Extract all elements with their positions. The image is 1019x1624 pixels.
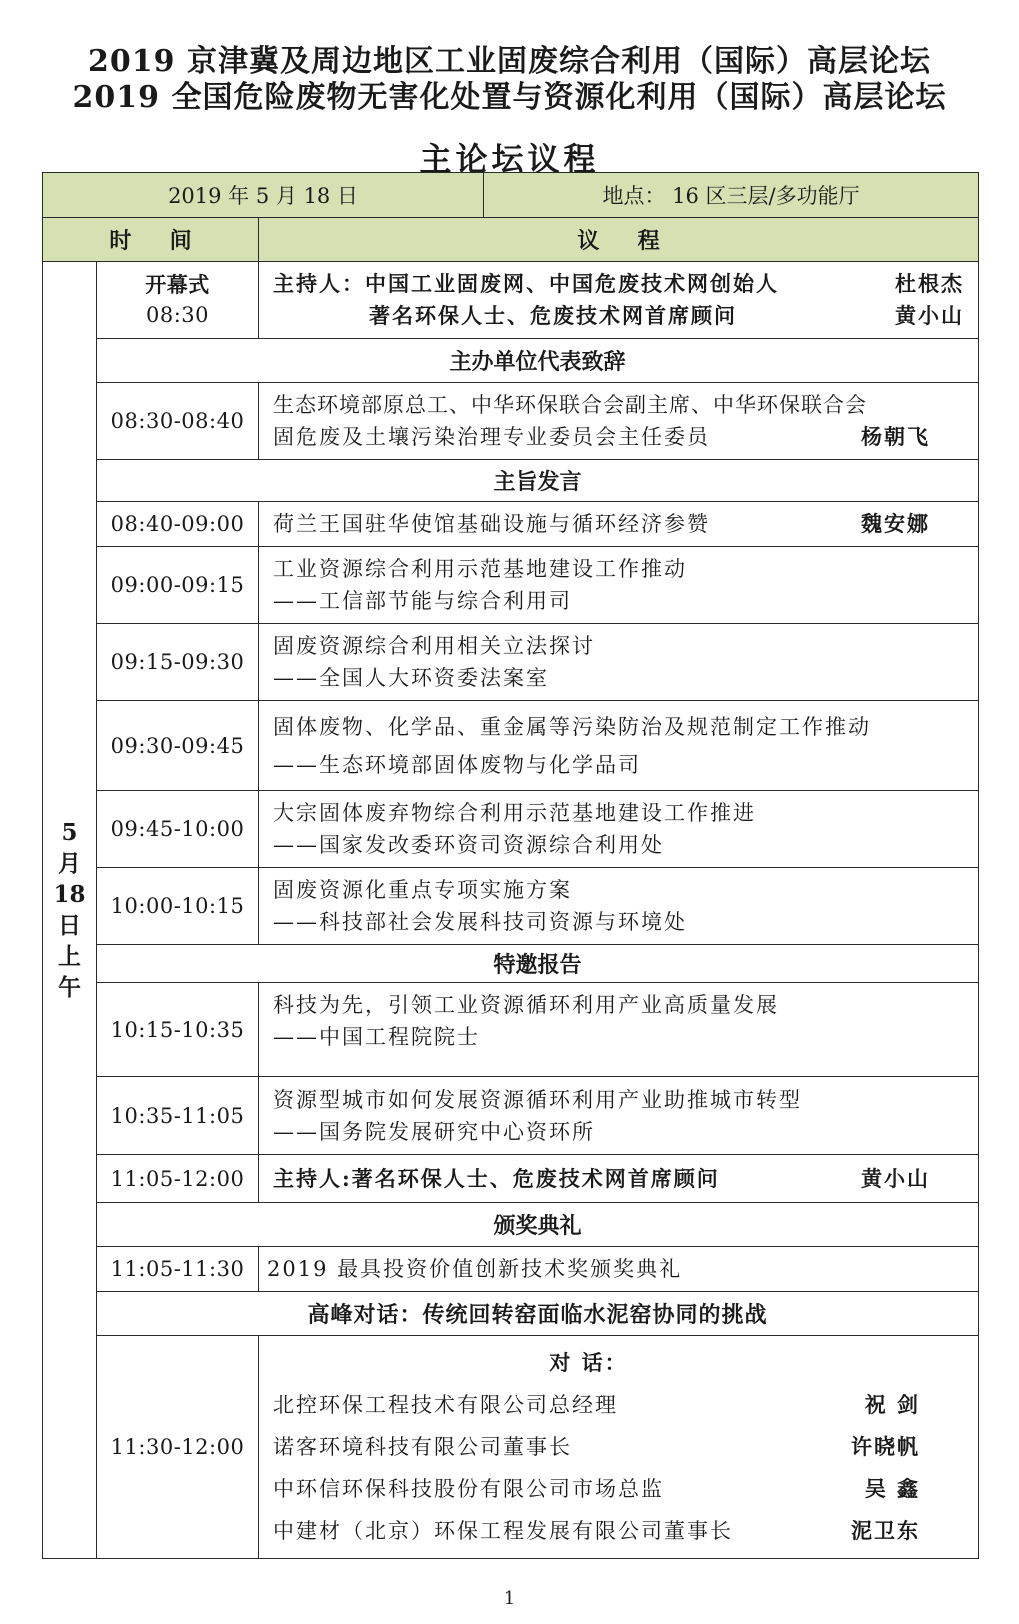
location-cell: 地点： 16 区三层/多功能厅 (484, 173, 979, 218)
person-name: 吴 鑫 (864, 1476, 921, 1501)
person-org: 北控环保工程技术有限公司总经理 (273, 1393, 618, 1417)
agenda-table (42, 172, 979, 1559)
section-host-speech: 主办单位代表致辞 (97, 339, 979, 383)
topic-org-line: ——科技部社会发展科技司资源与环境处 (273, 910, 687, 934)
host-line (273, 1163, 964, 1195)
agenda-cell (259, 1077, 979, 1155)
person-org: 诺客环境科技有限公司董事长 (273, 1435, 572, 1459)
agenda-cell (259, 701, 979, 791)
opening-time-cell (97, 262, 259, 339)
host-1-org: 中国工业固废网、中国危废技术网创始人 (365, 271, 779, 296)
time-cell: 08:40-09:00 (97, 502, 259, 547)
time-cell: 11:05-11:30 (97, 1247, 259, 1292)
opening-row (43, 262, 979, 339)
column-header-time: 时 间 (43, 218, 259, 262)
day-label-char: 5 (61, 819, 78, 846)
agenda-row (43, 1336, 979, 1559)
dialogue-person (273, 1468, 964, 1510)
time-cell: 08:30-08:40 (97, 383, 259, 460)
agenda-cell (259, 383, 979, 460)
agenda-cell (259, 791, 979, 868)
section-invited-report: 特邀报告 (97, 945, 979, 983)
agenda-row (43, 868, 979, 945)
column-header-agenda: 议 程 (259, 218, 979, 262)
topic-line: 荷兰王国驻华使馆基础设施与循环经济参赞 (273, 512, 710, 536)
host-prefix: 主持人： (273, 271, 365, 296)
time-cell: 10:15-10:35 (97, 983, 259, 1077)
topic-line: 固体废物、化学品、重金属等污染防治及规范制定工作推动 (273, 714, 871, 739)
section-dialogue: 高峰对话：传统回转窑面临水泥窑协同的挑战 (97, 1292, 979, 1336)
section-award: 颁奖典礼 (97, 1203, 979, 1247)
speaker-name: 杨朝飞 (861, 424, 931, 449)
agenda-row (43, 624, 979, 701)
opening-hosts (259, 262, 979, 339)
day-label-char: 18 (53, 881, 86, 908)
section-row (43, 1203, 979, 1247)
person-name: 泥卫东 (851, 1518, 921, 1543)
agenda-row (43, 1247, 979, 1292)
host-2 (273, 300, 964, 332)
topic-org-line: ——中国工程院院士 (273, 1025, 480, 1049)
person-name: 祝 剑 (864, 1392, 921, 1417)
time-cell: 09:45-10:00 (97, 791, 259, 868)
time-cell: 10:35-11:05 (97, 1077, 259, 1155)
time-cell: 09:15-09:30 (97, 624, 259, 701)
topic-line: 资源型城市如何发展资源循环利用产业助推城市转型 (273, 1087, 802, 1112)
agenda-cell (259, 547, 979, 624)
dialogue-label: 对 话： (549, 1350, 628, 1375)
time-cell: 11:30-12:00 (97, 1336, 259, 1559)
topic-org-line: ——国家发改委环资司资源综合利用处 (273, 833, 664, 857)
topic-org-line: ——工信部节能与综合利用司 (273, 589, 572, 613)
person-name: 许晓帆 (851, 1434, 921, 1459)
agenda-cell (259, 502, 979, 547)
title-line-2: 2019 全国危险废物无害化处置与资源化利用（国际）高层论坛 (72, 80, 947, 115)
topic-line: 生态环境部原总工、中华环保联合会副主席、中华环保联合会 (273, 393, 867, 417)
agenda-row (43, 383, 979, 460)
document-header (0, 44, 1019, 180)
agenda-row (43, 701, 979, 791)
dialogue-person (273, 1510, 964, 1552)
main-title: 主论坛议程 (419, 140, 600, 178)
person-org: 中建材（北京）环保工程发展有限公司董事长 (273, 1519, 733, 1543)
topic-line-with-speaker (273, 421, 964, 453)
date-cell: 2019 年 5 月 18 日 (43, 173, 484, 218)
topic-line: 工业资源综合利用示范基地建设工作推动 (273, 557, 687, 581)
info-row (43, 173, 979, 218)
section-keynote: 主旨发言 (97, 460, 979, 502)
section-row (43, 1292, 979, 1336)
speaker-name: 魏安娜 (861, 511, 931, 536)
agenda-cell (259, 1336, 979, 1559)
topic-org-line: ——生态环境部固体废物与化学品司 (273, 752, 641, 777)
day-label-char: 上 (58, 943, 81, 970)
agenda-row (43, 1077, 979, 1155)
day-label-char: 日 (58, 912, 81, 939)
topic-line: 固废资源综合利用相关立法探讨 (273, 634, 595, 658)
agenda-cell (259, 868, 979, 945)
topic-org-line: ——全国人大环资委法案室 (273, 666, 549, 690)
topic-line: 固废资源化重点专项实施方案 (273, 878, 572, 902)
agenda-cell: 2019 最具投资价值创新技术奖颁奖典礼 (259, 1247, 979, 1292)
host-2-name: 黄小山 (895, 303, 965, 328)
time-cell: 09:00-09:15 (97, 547, 259, 624)
opening-label: 开幕式 (145, 272, 210, 297)
day-label (43, 262, 97, 1559)
section-row (43, 460, 979, 502)
agenda-row (43, 791, 979, 868)
dialogue-person (273, 1426, 964, 1468)
topic-org-line: ——国务院发展研究中心资环所 (273, 1119, 595, 1144)
host-name: 黄小山 (861, 1165, 931, 1191)
host-2-org: 著名环保人士、危废技术网首席顾问 (369, 303, 737, 328)
time-cell: 09:30-09:45 (97, 701, 259, 791)
section-row (43, 339, 979, 383)
dialogue-person (273, 1384, 964, 1426)
day-label-char: 月 (58, 850, 81, 877)
title-line-1: 2019 京津冀及周边地区工业固废综合利用（国际）高层论坛 (88, 44, 931, 79)
agenda-row (43, 1155, 979, 1203)
agenda-cell (259, 983, 979, 1077)
section-row (43, 945, 979, 983)
person-org: 中环信环保科技股份有限公司市场总监 (273, 1477, 664, 1501)
opening-time: 08:30 (145, 303, 210, 327)
agenda-cell (259, 624, 979, 701)
agenda-row (43, 983, 979, 1077)
host-1-name: 杜根杰 (895, 271, 965, 296)
time-cell: 11:05-12:00 (97, 1155, 259, 1203)
topic-line-with-speaker (273, 508, 964, 540)
topic-line: 固危废及土壤污染治理专业委员会主任委员 (273, 425, 710, 449)
page-number: 1 (503, 1588, 516, 1609)
host-text: 主持人:著名环保人士、危废技术网首席顾问 (273, 1165, 720, 1191)
header-row (43, 218, 979, 262)
time-cell: 10:00-10:15 (97, 868, 259, 945)
agenda-row (43, 502, 979, 547)
agenda-row (43, 547, 979, 624)
day-label-char: 午 (58, 974, 81, 1001)
agenda-cell (259, 1155, 979, 1203)
topic-line: 科技为先，引领工业资源循环利用产业高质量发展 (273, 993, 779, 1017)
host-1 (273, 268, 964, 300)
topic-line: 大宗固体废弃物综合利用示范基地建设工作推进 (273, 801, 756, 825)
